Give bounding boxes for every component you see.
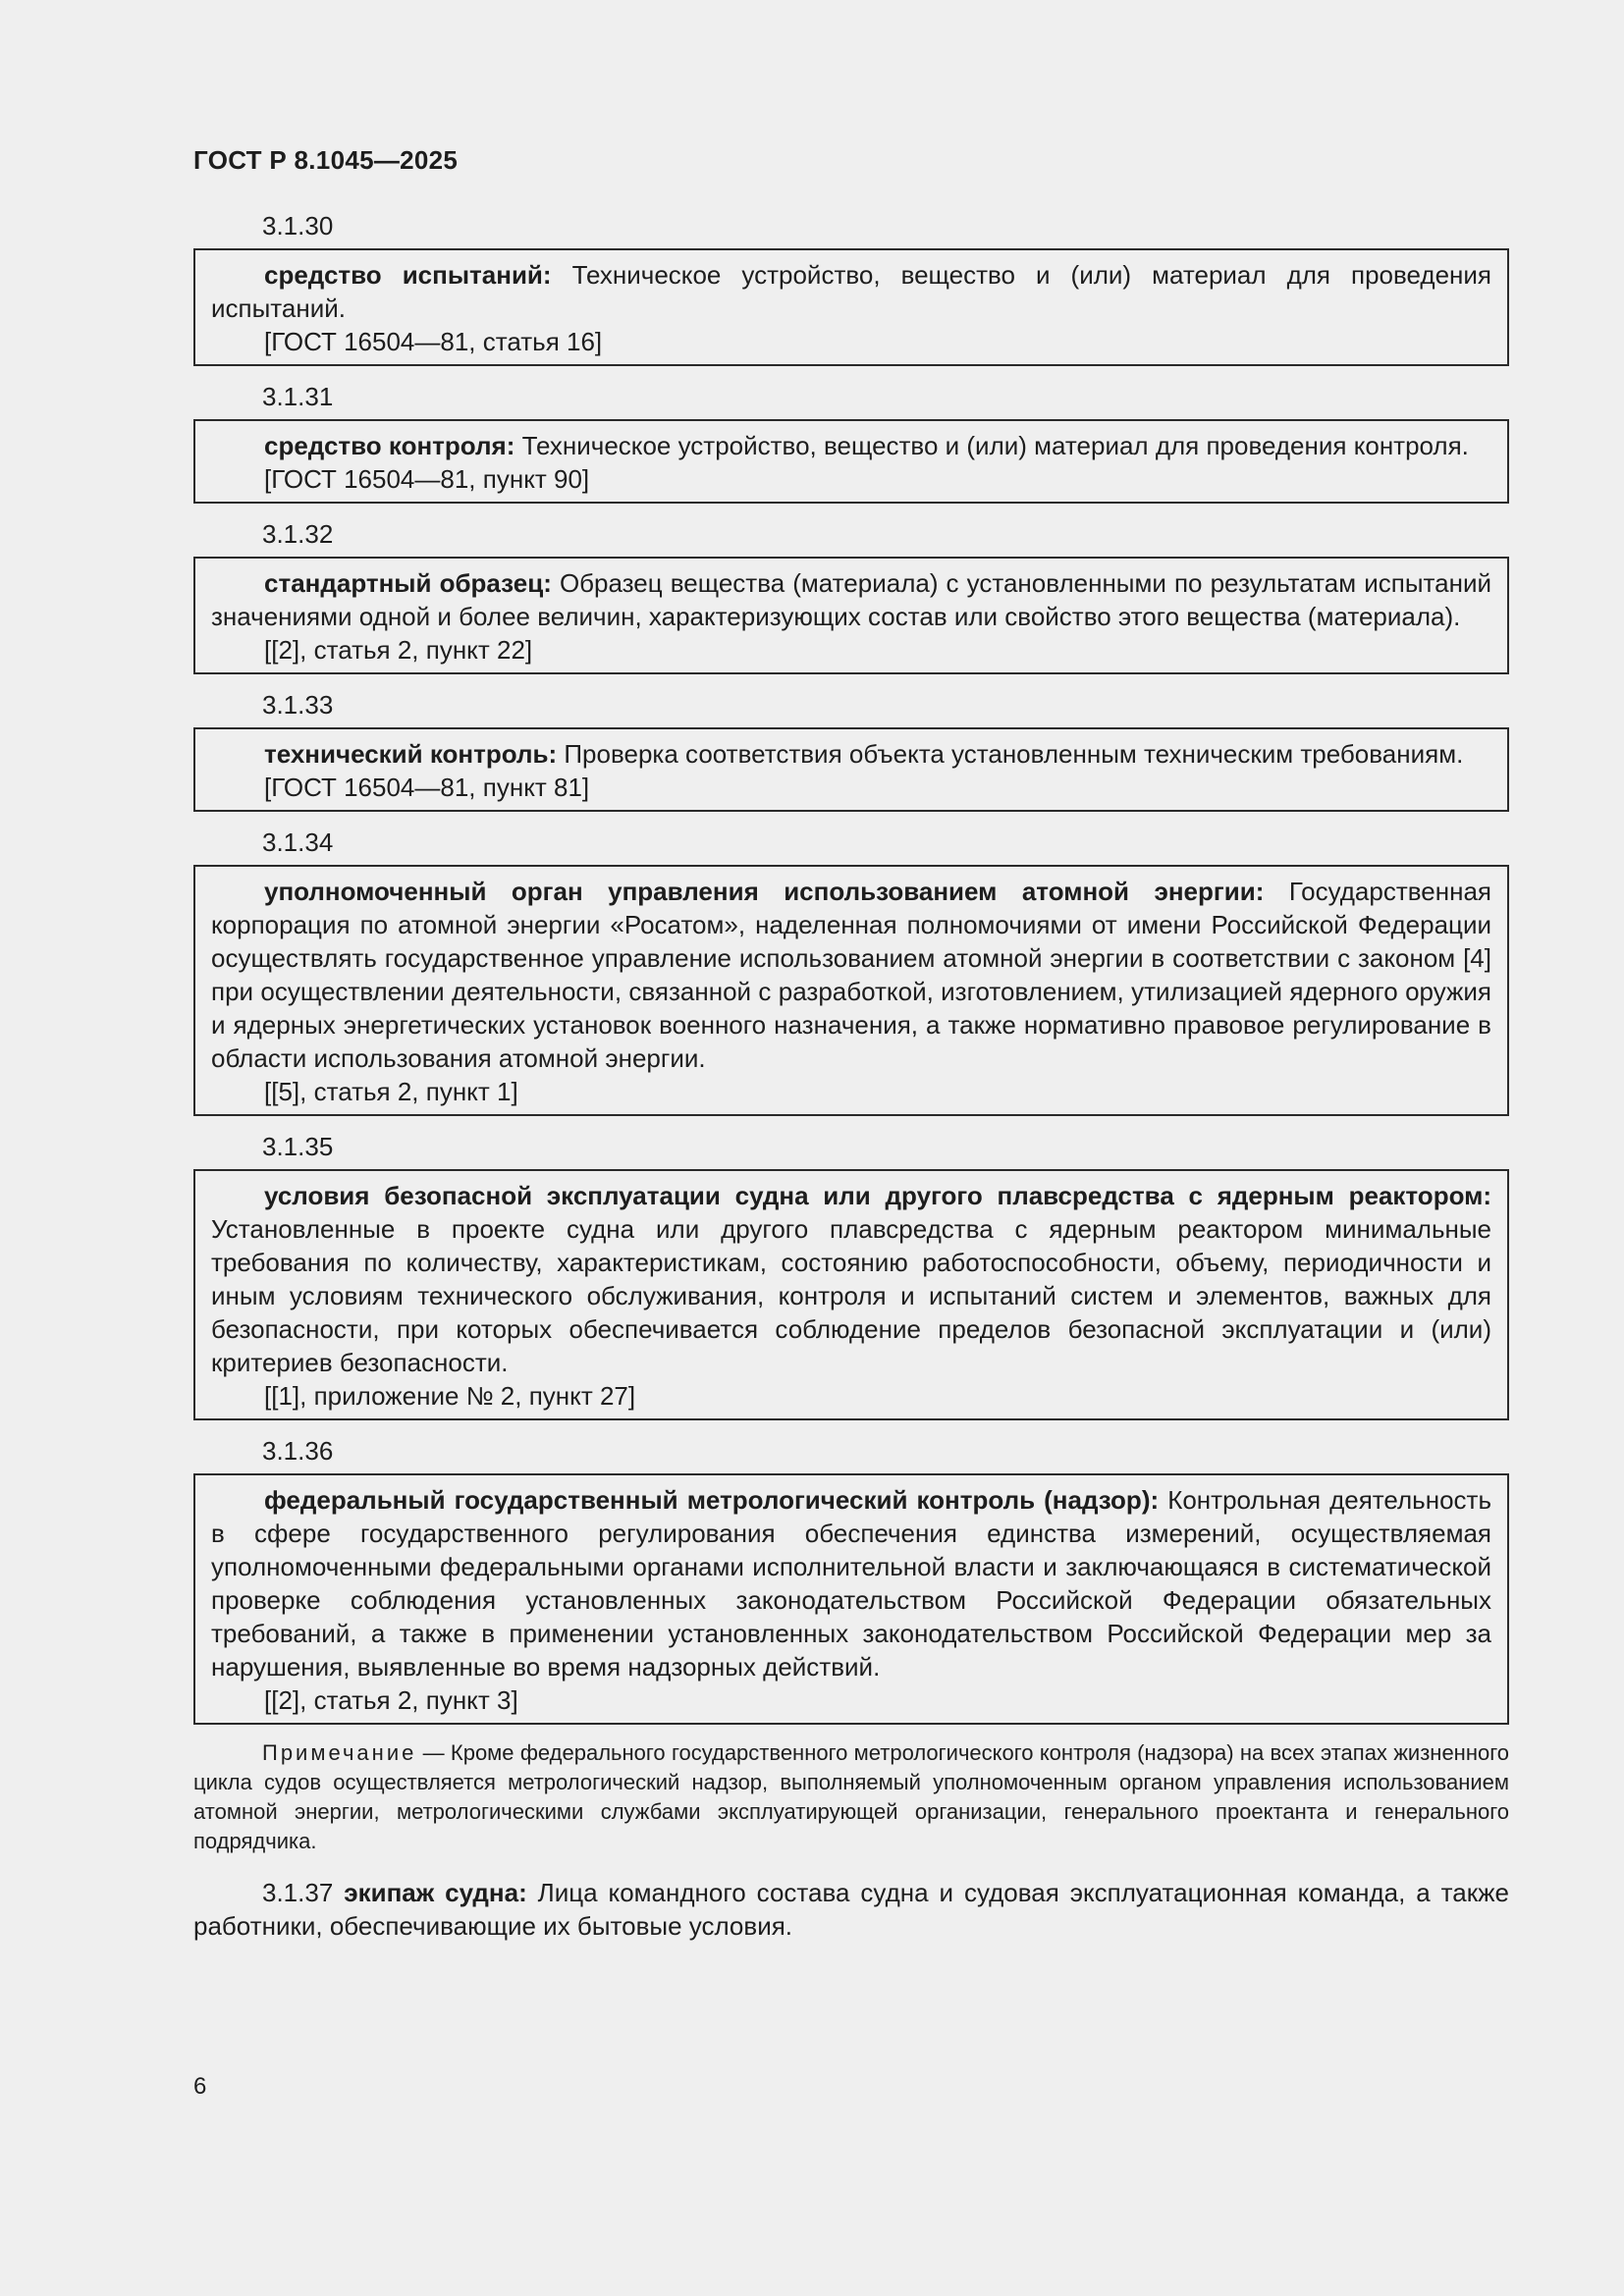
term-name: уполномоченный орган управления использованием атомной энергии: [264, 877, 1265, 906]
term-text: Техническое устройство, вещество и (или) материал для проведения испытаний. [211, 260, 1492, 323]
note-text: — Кроме федерального государственного метрологического контроля (надзора) на всех этапах жизненного цикла судов осуществляется метрологический надзор, выполняемый уполномоченным органом управления использованием атомной энергии, метрологическими службами эксплуатирующей организации, генерального проектанта и генерального подрядчика. [193, 1740, 1509, 1853]
term-text: Проверка соответствия объекта установленным техническим требованиям. [557, 739, 1464, 769]
term-text: Установленные в проекте судна или другого плавсредства с ядерным реактором минимальные требования по количеству, характеристикам, состоянию работоспособности, объему, периодичности и иным условиям технического обслуживания, контроля и испытаний систем и элементов, важных для безопасности, при которых обеспечивается соблюдение пределов безопасной эксплуатации и (или) критериев безопасности. [211, 1214, 1491, 1377]
term-entry-box [193, 865, 1509, 1116]
entry-number: 3.1.34 [262, 828, 334, 857]
term-definition [211, 566, 1491, 633]
entry-number: 3.1.35 [262, 1132, 334, 1161]
term-definition [211, 1179, 1491, 1379]
term-source: [ГОСТ 16504—81, пункт 90] [264, 464, 590, 494]
entry-number: 3.1.31 [262, 382, 334, 411]
note-label: Примечание [262, 1740, 417, 1765]
term-name: экипаж судна: [344, 1878, 527, 1907]
term-definition [211, 875, 1491, 1075]
note-paragraph [193, 1738, 1509, 1856]
term-text: Техническое устройство, вещество и (или) материал для проведения контроля. [514, 431, 1469, 460]
term-source: [[2], статья 2, пункт 22] [264, 635, 533, 665]
term-definition [211, 1483, 1491, 1683]
term-name: стандартный образец: [264, 568, 552, 598]
term-paragraph [193, 1876, 1509, 1943]
term-source: [[1], приложение № 2, пункт 27] [264, 1381, 636, 1411]
term-entry-box [193, 248, 1509, 366]
term-text: Контрольная деятельность в сфере государственного регулирования обеспечения единства измерений, осуществляемая уполномоченными федеральными органами исполнительной власти и заключающаяся в систематической проверке соблюдения установленных законодательством Российской Федерации обязательных требований, а также в применении установленных законодательством Российской Федерации мер за нарушения, выявленные во время надзорных действий. [211, 1485, 1491, 1682]
term-entry-box [193, 727, 1509, 812]
entry-number: 3.1.30 [262, 211, 334, 240]
term-source: [ГОСТ 16504—81, пункт 81] [264, 773, 590, 802]
term-name: средство испытаний: [264, 260, 552, 290]
document-header: ГОСТ Р 8.1045—2025 [193, 145, 459, 175]
term-entry-box [193, 557, 1509, 674]
entry-number: 3.1.36 [262, 1436, 334, 1466]
term-entry-box [193, 1473, 1509, 1725]
term-text: Образец вещества (материала) с установленными по результатам испытаний значениями одной и более величин, характеризующих состав или свойство этого вещества (материала). [211, 568, 1491, 631]
term-definition [211, 429, 1491, 462]
entry-number: 3.1.37 [262, 1878, 345, 1907]
term-name: технический контроль: [264, 739, 558, 769]
document-page [193, 145, 1509, 1943]
term-text: Лица командного состава судна и судовая эксплуатационная команда, а также работники, обеспечивающие их бытовые условия. [193, 1878, 1509, 1941]
term-entry-box [193, 419, 1509, 504]
term-text: Государственная корпорация по атомной энергии «Росатом», наделенная полномочиями от имени Российской Федерации осуществлять государственное управление использованием атомной энергии в соответствии с законом [4] при осуществлении деятельности, связанной с разработкой, изготовлением, утилизацией ядерного оружия и ядерных энергетических установок военного назначения, а также нормативно правовое регулирование в области использования атомной энергии. [211, 877, 1491, 1073]
term-name: средство контроля: [264, 431, 515, 460]
term-source: [ГОСТ 16504—81, статья 16] [264, 327, 603, 356]
term-source: [[5], статья 2, пункт 1] [264, 1077, 518, 1106]
entry-number: 3.1.33 [262, 690, 334, 720]
term-name: условия безопасной эксплуатации судна или другого плавсредства с ядерным реактором: [264, 1181, 1491, 1210]
term-source: [[2], статья 2, пункт 3] [264, 1685, 518, 1715]
term-entry-box [193, 1169, 1509, 1420]
term-definition [211, 258, 1491, 325]
term-name: федеральный государственный метрологический контроль (надзор): [264, 1485, 1160, 1515]
term-definition [211, 737, 1491, 771]
page-number: 6 [193, 2073, 207, 2100]
entry-number: 3.1.32 [262, 519, 334, 549]
